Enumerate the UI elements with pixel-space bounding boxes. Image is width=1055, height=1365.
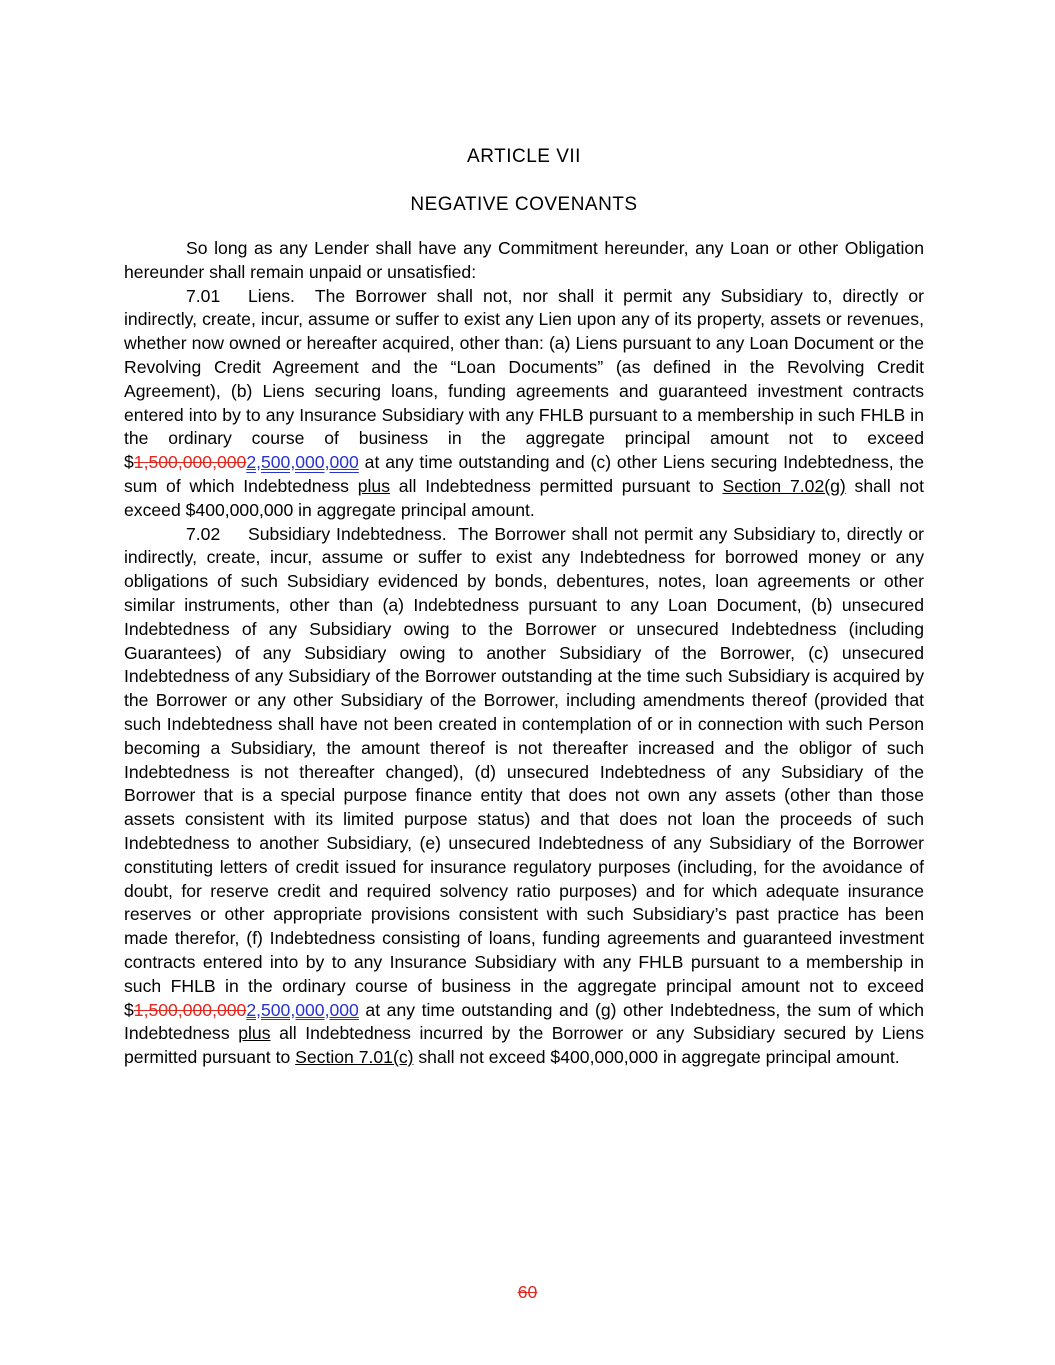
section-text: shall not exceed $400,000,000 in aggregate principal amount. <box>124 475 925 520</box>
section-reference: Section 7.01(c) <box>295 1047 414 1068</box>
section-number: 7.01 <box>186 285 221 306</box>
section-7-01 <box>124 285 924 523</box>
document-page <box>124 144 924 1070</box>
plus-term: plus <box>357 475 391 496</box>
inserted-amount: 2,500,000,000 <box>246 452 359 473</box>
article-title: NEGATIVE COVENANTS <box>410 194 638 215</box>
section-reference: Section 7.02(g) <box>722 475 846 496</box>
section-text: shall not exceed $400,000,000 in aggregate principal amount. <box>413 1047 900 1068</box>
deleted-amount: 1,500,000,000 <box>133 452 247 473</box>
section-heading: Liens. <box>248 285 295 306</box>
plus-term: plus <box>238 1023 271 1044</box>
section-text: The Borrower shall not permit any Subsidiary to, directly or indirectly, create, incur, assume or suffer to exist any Indebtedness for borrowed money or any obligations of such Subsidiary evidenced by bonds, debentures, notes, loan agreements or other similar instruments, other than (a) Indebtedness pursuant to any Loan Document, (b) unsecured Indebtedness of any Subsidiary owing to the Borrower or unsecured Indebtedness (including Guarantees) of any Subsidiary owing to another Subsidiary of the Borrower, (c) unsecured Indebtedness of any Subsidiary of the Borrower outstanding at the time such Subsidiary is acquired by the Borrower or any other Subsidiary of the Borrower, including amendments thereof (provided that such Indebtedness shall have not been created in contemplation of or in connection with such Person becoming a Subsidiary, the amount thereof is not thereafter increased and the obligor of such Indebtedness is not thereafter changed), (d) unsecured Indebtedness of any Subsidiary of the Borrower that is a special purpose finance entity that does not own any assets (other than those assets consistent with its limited purpose status) and that does not loan the proceeds of such Indebtedness to another Subsidiary, (e) unsecured Indebtedness of any Subsidiary of the Borrower constituting letters of credit issued for insurance regulatory purposes (including, for the avoidance of doubt, for reserve credit and required solvency ratio purposes) and for which adequate insurance reserves or other appropriate provisions consistent with such Subsidiary’s past practice has been made therefor, (f) Indebtedness consisting of loans, funding agreements and guaranteed investment contracts entered into by to any Insurance Subsidiary with any FHLB pursuant to a membership in such FHLB in the ordinary course of business in the aggregate principal amount not to exceed $ <box>124 523 924 1020</box>
section-text: The Borrower shall not, nor shall it permit any Subsidiary to, directly or indirectly, create, incur, assume or suffer to exist any Lien upon any of its property, assets or revenues, whether now owned or hereafter acquired, other than: (a) Liens pursuant to any Loan Document or the Revolving Credit Agreement and the “Loan Documents” (as defined in the Revolving Credit Agreement), (b) Liens securing loans, funding agreements and guaranteed investment contracts entered into by to any Insurance Subsidiary with any FHLB pursuant to a membership in such FHLB in the ordinary course of business in the aggregate principal amount not to exceed $ <box>124 285 924 473</box>
article-heading: ARTICLE VII <box>467 146 581 167</box>
intro-paragraph: So long as any Lender shall have any Commitment hereunder, any Loan or other Obligation hereunder shall remain unpaid or unsatisfied: <box>124 238 924 282</box>
section-number: 7.02 <box>186 523 221 544</box>
inserted-amount: 2,500,000,000 <box>246 999 359 1020</box>
section-7-02 <box>124 523 924 1070</box>
page-number: 60 <box>517 1282 538 1302</box>
section-text: at any time outstanding and (c) other Liens securing Indebtedness, the sum of which Indebtedness <box>124 452 924 496</box>
section-text: all Indebtedness incurred by the Borrower or any Subsidiary secured by Liens permitted pursuant to <box>124 1023 924 1068</box>
section-heading: Subsidiary Indebtedness. <box>248 523 447 544</box>
deleted-amount: 1,500,000,000 <box>133 999 247 1020</box>
section-text: all Indebtedness permitted pursuant to <box>390 475 723 496</box>
section-text: at any time outstanding and (g) other Indebtedness, the sum of which Indebtedness <box>124 999 924 1044</box>
